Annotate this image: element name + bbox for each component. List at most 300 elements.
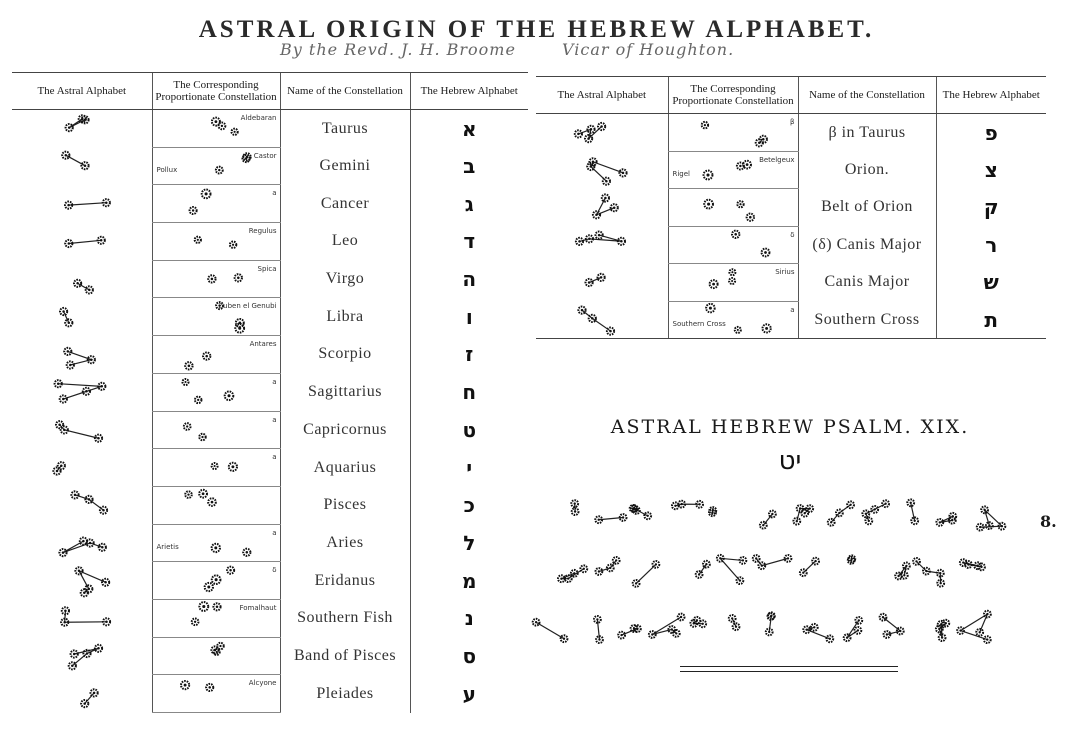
star-core [865,513,867,515]
constellation-star-figure [152,562,280,600]
star-name-label: a [272,453,277,462]
star-core [739,165,741,167]
hebrew-letter: נ [410,599,528,637]
star-core [69,364,72,367]
astral-letter-glyph [12,298,152,336]
star-core [988,524,990,526]
constellation-name: Virgo [280,260,410,298]
star-core [183,683,186,686]
star-core [598,638,600,640]
hebrew-letter: ע [410,675,528,713]
star-core [97,647,100,650]
star-core [762,524,764,526]
constellation-star-figure [152,110,280,148]
star-core [986,638,988,640]
psalm-astral-line-3 [528,608,1018,648]
constellation-star-figure [152,147,280,185]
constellation-name: Band of Pisces [280,637,410,675]
star-core [204,192,207,195]
star-name-label: Arietis [156,542,179,551]
star-core [187,365,190,368]
star-core [675,632,677,634]
table-row [536,226,1046,264]
star-core [184,381,186,383]
table-row [12,562,528,600]
star-core [707,203,710,206]
star-core [104,581,107,584]
astral-letter-glyph [12,223,152,261]
astral-letter-glyph [12,260,152,298]
star-core [967,563,969,565]
star-core [214,121,217,124]
star-core [736,329,738,331]
star-name-label: β [790,118,795,126]
table-row [12,411,528,449]
hebrew-letter: ר [936,226,1046,264]
star-name-label: a [272,377,277,386]
hebrew-letter: ה [410,260,528,298]
star-core [708,306,711,309]
star-core [731,271,733,273]
constellation-name: β in Taurus [798,114,936,152]
table-row [12,675,528,713]
star-core [85,652,88,655]
table-row [12,185,528,223]
header-astral-alphabet: The Astral Alphabet [536,77,668,114]
astral-letter-glyph [12,524,152,562]
star-core [604,197,607,200]
star-core [82,540,85,543]
constellation-name: Sagittarius [280,373,410,411]
star-core [739,579,741,581]
star-core [229,569,231,571]
astral-letter-glyph [12,110,152,148]
star-name-label: Alcyone [248,679,277,688]
star-core [61,551,64,554]
astral-letter-glyph [12,185,152,223]
star-core [102,509,105,512]
star-core [215,651,217,653]
glyph-connector-line [652,617,681,634]
header-constellation-name: Name of the Constellation [798,77,936,114]
star-name-label: a [272,189,277,198]
double-rule-divider [680,666,898,672]
star-core [64,154,67,157]
constellation-name: Cancer [280,185,410,223]
star-core [207,585,210,588]
star-core [57,383,60,386]
astral-letter-glyph [12,675,152,713]
constellation-name: Libra [280,298,410,336]
star-core [238,321,241,324]
star-core [587,137,590,140]
star-core [838,512,840,514]
glyph-connector-line [66,155,85,165]
constellation-star-figure [152,223,280,261]
glyph-connector-line [69,118,85,127]
table-row [12,110,528,148]
hebrew-letter: י [410,449,528,487]
star-core [214,546,217,549]
star-core [809,507,811,509]
star-name-label: Fomalhaut [239,603,277,612]
star-core [749,216,752,219]
star-core [215,606,218,609]
star-name-label: Betelgeux [759,155,795,164]
star-core [83,164,86,167]
star-core [201,436,203,438]
star-core [101,546,104,549]
star-core [205,355,208,358]
star-core [81,117,84,120]
star-core [97,437,100,440]
star-core [560,578,562,580]
star-core [899,630,901,632]
table-row [12,298,528,336]
star-core [1001,525,1003,527]
star-core [903,574,905,576]
hebrew-letter: ז [410,336,528,374]
star-core [851,558,853,560]
star-core [196,239,198,241]
glyph-connector-line [68,202,106,204]
table-row [536,301,1046,339]
star-core [939,521,941,523]
glyph-connector-line [847,620,859,637]
star-core [857,629,859,631]
star-core [67,243,70,246]
astral-letter-glyph [12,449,152,487]
constellation-star-figure [152,637,280,675]
star-core [983,509,985,511]
table-row [536,114,1046,152]
star-name-label: δ [790,230,795,239]
glyph-connector-line [582,310,611,331]
star-name-label: a [272,415,277,424]
star-name-label: Pollux [156,165,178,174]
star-core [573,572,575,574]
star-core [567,577,569,579]
table-row [12,373,528,411]
star-core [925,570,927,572]
star-core [583,568,585,570]
constellation-star-figure [668,151,798,189]
star-core [105,201,108,204]
star-core [621,171,624,174]
star-core [609,567,611,569]
astral-letter-glyph [536,226,668,264]
constellation-name: Pisces [280,486,410,524]
star-core [622,516,624,518]
star-core [698,503,700,505]
star-core [595,214,598,217]
astral-letter-glyph [12,562,152,600]
star-core [986,613,988,615]
star-core [813,626,815,628]
star-core [64,610,67,613]
star-core [755,557,757,559]
star-core [197,399,199,401]
star-core [742,559,744,561]
star-core [245,551,248,554]
star-core [591,317,594,320]
constellation-name: Southern Cross [798,301,936,339]
star-core [600,125,603,128]
star-core [231,244,233,246]
star-core [73,494,76,497]
constellation-star-figure [152,675,280,713]
star-core [58,423,61,426]
star-core [596,618,598,620]
star-core [588,237,591,240]
star-core [55,469,58,472]
header-constellation-name: Name of the Constellation [280,73,410,110]
star-core [220,125,222,127]
table-row [12,599,528,637]
star-core [589,128,592,131]
star-core [187,494,189,496]
star-core [868,520,870,522]
star-core [62,398,65,401]
star-core [765,327,768,330]
star-core [63,621,66,624]
hebrew-letter: ל [410,524,528,562]
psalm-title: ASTRAL HEBREW PSALM. XIX. [610,416,970,438]
byline [280,40,734,59]
constellation-name: Gemini [280,147,410,185]
star-core [598,519,600,521]
star-core [680,616,682,618]
constellation-star-figure [668,114,798,152]
constellation-name: Capricornus [280,411,410,449]
glyph-connector-line [756,558,788,565]
star-core [806,629,808,631]
left-alphabet-table [12,72,528,713]
star-core [574,502,576,504]
star-core [734,233,737,236]
star-core [202,605,205,608]
star-core [67,204,70,207]
star-core [762,138,765,141]
astral-letter-glyph [12,336,152,374]
star-core [705,563,707,565]
table-row [12,147,528,185]
star-core [635,582,637,584]
header-astral-alphabet: The Astral Alphabet [12,73,152,110]
star-core [208,686,211,689]
star-core [100,385,103,388]
hebrew-letter: פ [936,114,1046,152]
star-core [535,621,537,623]
star-core [591,160,594,163]
star-core [882,616,884,618]
star-core [804,512,806,514]
star-core [951,519,953,521]
star-core [105,621,108,624]
star-core [620,634,622,636]
hebrew-letter: כ [410,486,528,524]
star-core [231,465,234,468]
star-core [186,425,188,427]
glyph-connector-line [68,352,92,366]
star-core [87,587,90,590]
glyph-connector-line [69,241,101,244]
table-row [12,223,528,261]
constellation-name: Eridanus [280,562,410,600]
star-core [703,124,705,126]
star-core [719,557,721,559]
astral-letter-glyph [12,147,152,185]
star-core [191,209,193,211]
constellation-name: Aquarius [280,449,410,487]
psalm-hebrew-heading: יט [778,446,802,476]
table-row [536,151,1046,189]
glyph-connector-line [536,622,564,638]
star-core [578,240,581,243]
star-core [874,508,876,510]
star-core [647,515,649,517]
star-core [681,503,683,505]
astral-letter-glyph [12,411,152,449]
star-core [846,637,848,639]
star-core [73,653,76,656]
constellation-star-figure [152,599,280,637]
star-core [588,281,591,284]
star-core [940,623,942,625]
star-core [655,563,657,565]
star-core [598,570,600,572]
hebrew-letter: ק [936,189,1046,227]
star-core [605,180,608,183]
constellation-star-figure [152,373,280,411]
star-core [731,617,733,619]
star-core [62,310,65,313]
right-alphabet-table [536,76,1046,339]
star-name-label: Aldebaran [240,114,277,122]
star-core [609,329,612,332]
star-core [87,498,90,501]
star-core [76,282,79,285]
star-core [671,628,673,630]
hebrew-letter: ב [410,147,528,185]
hebrew-letter: ט [410,411,528,449]
table-row [12,524,528,562]
astral-letter-glyph [536,301,668,339]
star-core [914,520,916,522]
psalm-end-mark: 8. [1040,512,1057,531]
star-core [88,289,91,292]
constellation-name: Leo [280,223,410,261]
star-core [580,308,583,311]
star-core [802,572,804,574]
star-core [237,277,240,280]
star-core [201,493,204,496]
star-core [770,615,772,617]
star-core [77,569,80,572]
star-core [90,359,93,362]
table-row [536,189,1046,227]
hebrew-letter: א [410,110,528,148]
table-row [12,449,528,487]
star-core [71,665,74,668]
constellation-star-figure [152,411,280,449]
constellation-star-figure [152,298,280,336]
star-name-label: Rigel [672,169,691,178]
hebrew-letter: ת [936,301,1046,339]
star-core [89,542,92,545]
star-core [941,636,943,638]
star-core [731,280,733,282]
glyph-connector-line [63,541,102,552]
star-core [100,239,103,242]
star-core [574,510,576,512]
star-core [706,173,709,176]
table-row [12,260,528,298]
astral-letter-glyph [536,151,668,189]
star-core [598,234,601,237]
constellation-name: Taurus [280,110,410,148]
astral-letter-glyph [12,599,152,637]
star-core [227,394,230,397]
star-core [886,633,888,635]
star-core [214,578,217,581]
star-core [696,619,698,621]
star-core [711,512,713,514]
star-core [858,619,860,621]
star-core [814,560,816,562]
star-core [712,283,715,286]
star-core [651,633,653,635]
star-core [577,132,580,135]
star-core [745,163,748,166]
constellation-name: Pleiades [280,675,410,713]
glyph-connector-line [59,425,98,439]
star-core [771,513,773,515]
constellation-star-figure [152,260,280,298]
star-name-label: Sirius [775,268,795,276]
star-core [940,582,942,584]
psalm-astral-line-2 [548,552,1018,592]
astral-letter-glyph [536,264,668,302]
star-core [979,631,981,633]
hebrew-letter: ש [936,264,1046,302]
constellation-star-figure [668,301,798,339]
star-core [563,638,565,640]
glyph-connector-line [961,614,988,639]
star-core [613,207,616,210]
star-core [620,240,623,243]
star-core [674,505,676,507]
star-core [83,702,86,705]
star-core [884,503,886,505]
hebrew-letter: מ [410,562,528,600]
star-core [233,131,235,133]
star-core [244,157,247,160]
table-row [12,637,528,675]
psalm-astral-line-1 [548,496,1038,536]
table-row [12,486,528,524]
constellation-name: Aries [280,524,410,562]
header-corresponding-constellation: The Corresponding Proportionate Constellation [668,77,798,114]
star-core [210,278,213,281]
star-core [219,645,221,647]
header-hebrew-alphabet: The Hebrew Alphabet [410,73,528,110]
astral-letter-glyph [536,189,668,227]
hebrew-letter: צ [936,151,1046,189]
star-core [739,203,741,205]
star-core [830,521,832,523]
constellation-star-figure [668,189,798,227]
